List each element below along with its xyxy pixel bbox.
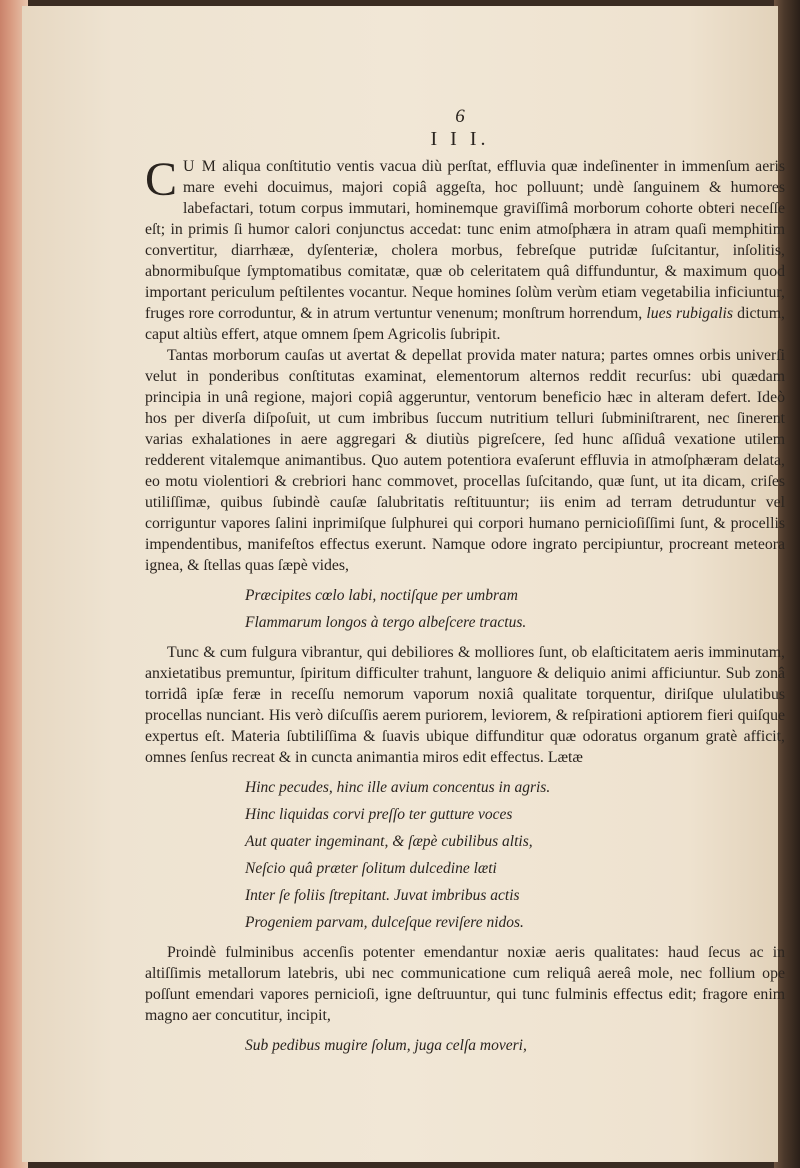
verse-block-3	[245, 1032, 785, 1059]
italic-term: lues rubigalis	[646, 305, 734, 322]
paragraph-1-text-a: aliqua conſtitutio ventis vacua diù perſtat, effluvia quæ indeſinenter in immenſum aeris mare evehi docuimus, majori copiâ aggeſta, hoc polluunt; undè ſanguinem & humores labefactari, totum corpus immutari, hominemque graviſſimâ morborum cohorte obteri neceſſe eſt; in primis ſi humor calori conjunctus accedat: tunc enim atmoſphæra in atram quaſi memphitim convertitur, diarrhææ, dyſenteriæ, cholera morbus, febreſque putridæ ſuſcitantur, inſolitis, abnormibuſque ſymptomatibus comitatæ, quæ ob celeritatem quâ diffunduntur, & maximum quod important periculum peſtilentes vocantur. Neque homines ſolùm verùm etiam vegetabilia inficiuntur, fruges rore corroduntur, & in atrum vertuntur venenum; monſtrum horrendum,	[145, 158, 786, 322]
paragraph-1-text-b: dictum, caput altiùs effert, atque omnem ſpem Agricolis ſubripit.	[145, 305, 786, 343]
body-text	[145, 153, 786, 1065]
drop-cap: C	[145, 153, 178, 206]
verse-line: Hinc pecudes, hinc ille avium concentus in agris.	[245, 779, 551, 796]
section-number: I I I.	[430, 128, 490, 150]
verse-line: Aut quater ingeminant, & ſæpè cubilibus altis,	[245, 833, 533, 850]
verse-line: Inter ſe foliis ſtrepitant. Juvat imbribus actis	[245, 887, 520, 904]
verse-line: Neſcio quâ præter ſolitum dulcedine læti	[245, 860, 497, 877]
paragraph-1	[145, 153, 786, 345]
verse-line: Præcipites cœlo labi, noctiſque per umbram	[245, 587, 518, 604]
verse-line: Flammarum longos à tergo albeſcere tractus.	[245, 614, 527, 631]
paragraph-4: Proindè fulminibus accenſis potenter emendantur noxiæ aeris qualitates: haud ſecus ac in altiſſimis metallorum latebris, ubi nec communicatione cum reliquâ aereâ mole, nec follium ope poſſunt emendari vapores pernicioſi, igne deſtruuntur, qui tunc fulminis effectus edit; fragore enim magno aer concutitur, incipit,	[145, 944, 785, 1024]
verse-line: Hinc liquidas corvi preſſo ter gutture voces	[245, 806, 513, 823]
verse-line: Sub pedibus mugire ſolum, juga celſa moveri,	[245, 1037, 527, 1054]
paragraph-2: Tantas morborum cauſas ut avertat & depellat provida mater natura; partes omnes orbis univerſi velut in ponderibus conſtitutas examinat, elementorum alternos reddit recurſus: ubi quædam principia in unâ regione, majori copiâ aggeruntur, ventorum beneficio hæc in alteram defert. Ideò hos per diverſa diſpoſuit, ut cum imbribus ſuccum nutritium telluri ſubminiſtrarent, nec ſinerent varias exhalationes in aere aggregari & diutiùs pigreſcere, ſed hunc aſſiduâ vexatione utilem redderent vitalemque animantibus. Quo autem potentiora evaſerunt effluvia in atmoſphæram delata, eo motu violentiori & crebriori hanc commovet, procellas ſuſcitando, quæ ſunt, ut ita dicam, criſes utiliſſimæ, quibus ſubindè cauſæ ſalubritatis reſtituuntur; iis enim ad terram detruduntur vel corriguntur vapores ſalini inprimiſque ſulphurei qui corpori humano pernicioſiſſimi ſunt, & procellis impendentibus, manifeſtos effectus exerunt. Namque odore ingrato percipiuntur, procreant meteora ignea, & ſtellas quas ſæpè vides,	[145, 347, 785, 574]
small-caps-opening: U M	[183, 158, 217, 175]
page-number: 6	[455, 106, 465, 127]
book-page	[22, 6, 786, 1162]
verse-block-2	[245, 774, 785, 936]
paragraph-3: Tunc & cum fulgura vibrantur, qui debiliores & molliores ſunt, ob elaſticitatem aeris imminutam, anxietatibus premuntur, ſpiritum difficulter trahunt, languore & deliquio animi afficiuntur. Sub zonâ torridâ ipſæ feræ in receſſu nemorum vaporum noxiâ qualitate torquentur, diriſque ululatibus procellas nunciant. His verò diſcuſſis aerem puriorem, leviorem, & reſpirationi aptiorem fieri quiſque expertus eſt. Materia ſubtiliſſima & ſuavis ubique diffunditur quæ odoratus organum gratè afficit, omnes ſenſus recreat & in cuncta animantia miros edit effectus. Lætæ	[145, 644, 785, 766]
verse-block-1	[245, 582, 785, 636]
verse-line: Progeniem parvam, dulceſque reviſere nidos.	[245, 914, 524, 931]
